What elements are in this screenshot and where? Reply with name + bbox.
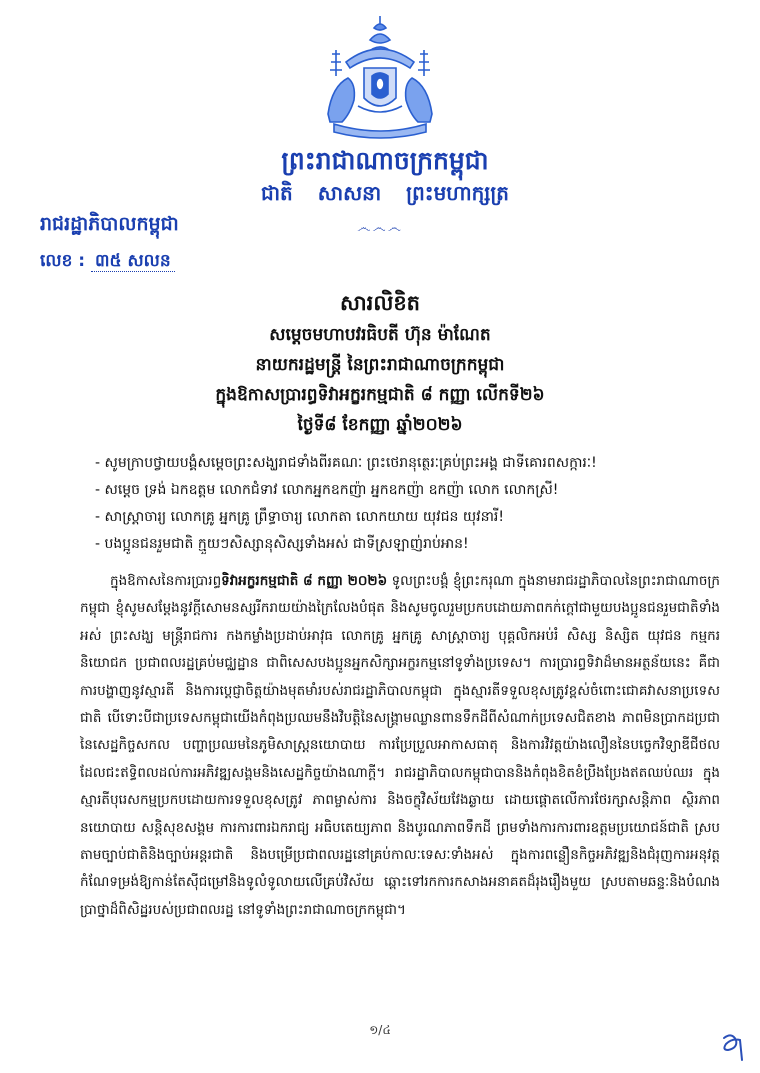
- kingdom-title: ព្រះរាជាណាចក្រកម្ពុជា: [281, 146, 489, 175]
- document-title: សារលិខិត: [340, 291, 420, 315]
- heading-position: នាយករដ្ឋមន្ត្រី នៃព្រះរាជាណាចក្រកម្ពុជា: [255, 355, 505, 375]
- reference-number: ៣៥ សលន: [91, 251, 175, 272]
- page-number: ១/៤: [369, 1023, 391, 1037]
- national-motto: ជាតិ សាសនា ព្រះមហាក្សត្រ: [261, 181, 509, 205]
- handwritten-initials: [718, 1030, 748, 1064]
- royal-arms-emblem: [318, 14, 442, 142]
- heading-author: សម្តេចមហាបវរធិបតី ហ៊ុន ម៉ាណែត: [269, 325, 491, 345]
- body-text: ទូលព្រះបង្គំ ខ្ញុំព្រះករុណា ក្នុងនាមរាជរដ្ឋាភិបាលនៃព្រះរាជាណាចក្រកម្ពុជា ខ្ញុំសូមសម្តែងនូវក្តីសោមនស្សរីករាយយ៉ាងក្រៃលែងបំផុត និងសូមចូលរួមប្រកបដោយភាពកក់ក្តៅជាមួយបងប្អូនជនរួមជាតិទាំងអស់ ព្រះសង្ឃ មន្ត្រីរាជការ កងកម្លាំងប្រដាប់អាវុធ លោកគ្រូ អ្នកគ្រូ សាស្ត្រាចារ្យ បុគ្គលិកអប់រំ សិស្ស និស្សិត យុវជន កម្មករ និយោជក ប្រជាពលរដ្ឋគ្រប់មជ្ឈដ្ឋាន ជាពិសេសបងប្អូនអ្នកសិក្សាអក្ខរកម្មនៅទូទាំងប្រទេស។ ការប្រារព្ធទិវាដ៏មានអត្ថន័យនេះ គឺជាការបង្ហាញនូវស្មារតី និងការប្តេជ្ញាចិត្តយ៉ាងមុតមាំរបស់រាជរដ្ឋាភិបាលកម្ពុជា ក្នុងស្មារតីទទួលខុសត្រូវខ្ពស់ចំពោះជោគវាសនាប្រទេសជាតិ បើទោះបីជាប្រទេសកម្ពុជាយើងកំពុងប្រឈមនឹងវិបត្តិនៃសង្គ្រាមឈ្លានពានទឹកដីពីសំណាក់ប្រទេសជិតខាង ភាពមិនប្រាកដប្រជានៃសេដ្ឋកិច្ចសកល បញ្ហាប្រឈមនៃភូមិសាស្ត្រនយោបាយ ការប្រែប្រួលអាកាសធាតុ និងការវិវត្តយ៉ាងលឿននៃបច្ចេកវិទ្យាឌីជីថល ដែលជះឥទ្ធិពលដល់ការអភិវឌ្ឍសង្គមនិងសេដ្ឋកិច្ចយ៉ាងណាក្តី។ រាជរដ្ឋាភិបាលកម្ពុជាបាននិងកំពុងខិតខំប្រឹងប្រែងឥតឈប់ឈរ ក្នុងស្មារតីបុរេសកម្មប្រកបដោយការទទួលខុសត្រូវ ភាពម្ចាស់ការ និងចក្ខុវិស័យវែងឆ្ងាយ ដោយផ្តោតលើការថែរក្សាសន្តិភាព ស្ថិរភាពនយោបាយ សន្តិសុខសង្គម ការការពារឯករាជ្យ អធិបតេយ្យភាព និងបូរណភាពទឹកដី ព្រមទាំងការការពារឧត្តមប្រយោជន៍ជាតិ ស្របតាមច្បាប់ជាតិនិងច្បាប់អន្តរជាតិ និងបម្រើប្រជាពលរដ្ឋនៅគ្រប់កាលៈទេសៈទាំងអស់ ក្នុងការពន្លឿនកិច្ចអភិវឌ្ឍនិងជំរុញការអនុវត្តកំណែទម្រង់ឱ្យកាន់តែស៊ីជម្រៅនិងទូលំទូលាយលើគ្រប់វិស័យ ឆ្ពោះទៅរកការកសាងអនាគតដ៏រុងរឿងមួយ ស្របតាមឆន្ទៈនិងបំណងប្រាថ្នាដ៏ពិសិដ្ឋរបស់ប្រជាពលរដ្ឋ នៅទូទាំងព្រះរាជាណាចក្រកម្ពុជា។: [80, 573, 720, 918]
- government-label: រាជរដ្ឋាភិបាលកម្ពុជា: [40, 213, 179, 235]
- reference-label: លេខ :: [40, 251, 86, 271]
- salutation-list: [95, 450, 735, 558]
- heading-occasion: ក្នុងឱកាសប្រារព្ធទិវាអក្ខរកម្មជាតិ ៨ កញ្ញា លើកទី២៦: [215, 385, 545, 405]
- reference-line: [40, 250, 175, 275]
- heading-date: ថ្ងៃទី៨ ខែកញ្ញា ឆ្នាំ២០២៦: [297, 415, 463, 435]
- body-paragraph: [80, 568, 720, 924]
- body-lead: ក្នុងឱកាសនៃការប្រារព្ធ: [110, 573, 222, 589]
- salutation-item: - សូមក្រាបថ្វាយបង្គំសម្តេចព្រះសង្ឃរាជទាំងពីរគណៈ ព្រះថេរានុត្ថេរៈគ្រប់ព្រះអង្គ ជាទីគោរពសក្ការៈ!: [95, 455, 597, 471]
- body-emphasis: ទិវាអក្ខរកម្មជាតិ ៨ កញ្ញា ២០២៦: [221, 573, 388, 589]
- salutation-item: - សាស្ត្រាចារ្យ លោកគ្រូ អ្នកគ្រូ ព្រឹទ្ធាចារ្យ លោកតា លោកយាយ យុវជន យុវនារី!: [95, 509, 504, 525]
- salutation-item: - បងប្អូនជនរួមជាតិ ក្មួយៗសិស្សានុសិស្សទាំងអស់ ជាទីស្រឡាញ់រាប់អាន!: [95, 536, 469, 552]
- salutation-item: - សម្តេច ទ្រង់ ឯកឧត្តម លោកជំទាវ លោកអ្នកឧកញ៉ា អ្នកឧកញ៉ា ឧកញ៉ា លោក លោកស្រី!: [95, 482, 559, 498]
- ornament-divider: ෴෴෴: [357, 220, 403, 236]
